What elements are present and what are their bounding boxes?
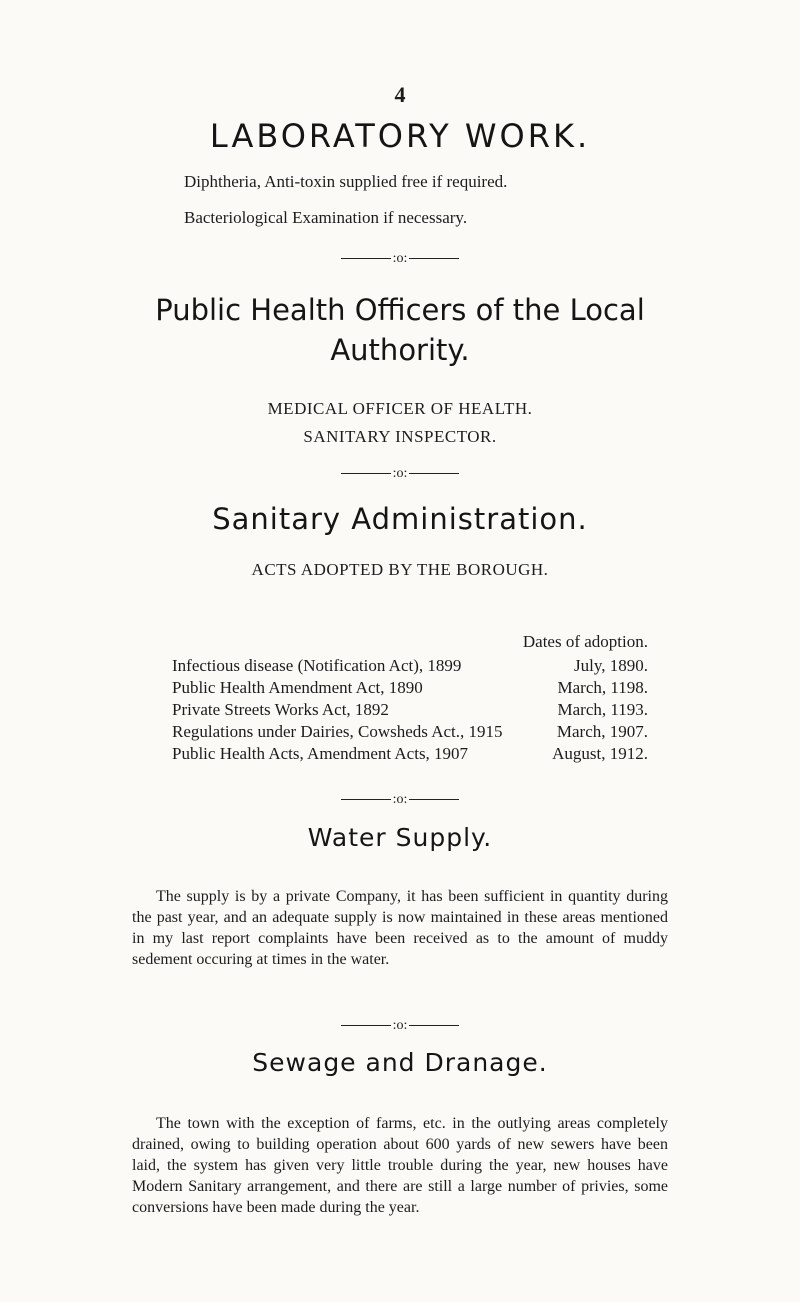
act-date: July, 1890. (574, 656, 648, 675)
act-date: March, 1198. (557, 678, 648, 697)
dates-header: Dates of adoption. (522, 632, 648, 651)
water-paragraph-text: The supply is by a private Company, it has been sufficient in quantity during the past year, and an adequate supply is now maintained in these areas mentioned in my last report complaints have been received as to the amount of muddy sedement occuring at times in the water. (132, 888, 668, 968)
act-name: Regulations under Dairies, Cowsheds Act., 1915 (172, 722, 503, 741)
officers-heading (0, 290, 800, 370)
act-row (172, 721, 648, 743)
laboratory-line-antitoxin: Diphtheria, Anti-toxin supplied free if required. (184, 172, 508, 191)
act-date: March, 1193. (557, 700, 648, 719)
acts-table (172, 631, 648, 765)
act-date: August, 1912. (552, 744, 648, 763)
sewage-heading: Sewage and Dranage. (252, 1048, 548, 1077)
water-paragraph (132, 886, 668, 970)
act-date: March, 1907. (556, 722, 648, 741)
officer-sanitary-inspector: SANITARY INSPECTOR. (303, 427, 497, 446)
laboratory-heading: LABORATORY WORK. (209, 117, 591, 155)
section-divider: :o: (0, 466, 800, 482)
act-row (172, 743, 648, 765)
water-heading: Water Supply. (307, 823, 493, 852)
section-divider: :o: (0, 792, 800, 808)
officer-medical: MEDICAL OFFICER OF HEALTH. (267, 399, 533, 418)
laboratory-line-bacteriological: Bacteriological Examination if necessary. (184, 208, 468, 227)
officers-heading-line2: Authority. (330, 333, 470, 367)
act-name: Public Health Amendment Act, 1890 (172, 678, 423, 697)
act-name: Private Streets Works Act, 1892 (172, 700, 389, 719)
sewage-paragraph (132, 1113, 668, 1218)
act-name: Public Health Acts, Amendment Acts, 1907 (172, 744, 469, 763)
act-row (172, 677, 648, 699)
act-name: Infectious disease (Notification Act), 1899 (172, 656, 462, 675)
section-divider: :o: (0, 1018, 800, 1034)
sanitary-heading: Sanitary Administration. (212, 502, 588, 536)
act-row (172, 655, 648, 677)
sewage-paragraph-text: The town with the exception of farms, etc. in the outlying areas completely drained, owing to building operation about 600 yards of new sewers have been laid, the system has given very little trouble during the year, new houses have Modern Sanitary arrangement, and there are still a large number of privies, some conversions have been made during the year. (132, 1115, 668, 1216)
act-row (172, 699, 648, 721)
acts-subheading: ACTS ADOPTED BY THE BOROUGH. (251, 560, 549, 579)
officers-heading-line1: Public Health Officers of the Local (155, 293, 645, 327)
page-number: 4 (394, 82, 406, 107)
section-divider: :o: (0, 251, 800, 267)
